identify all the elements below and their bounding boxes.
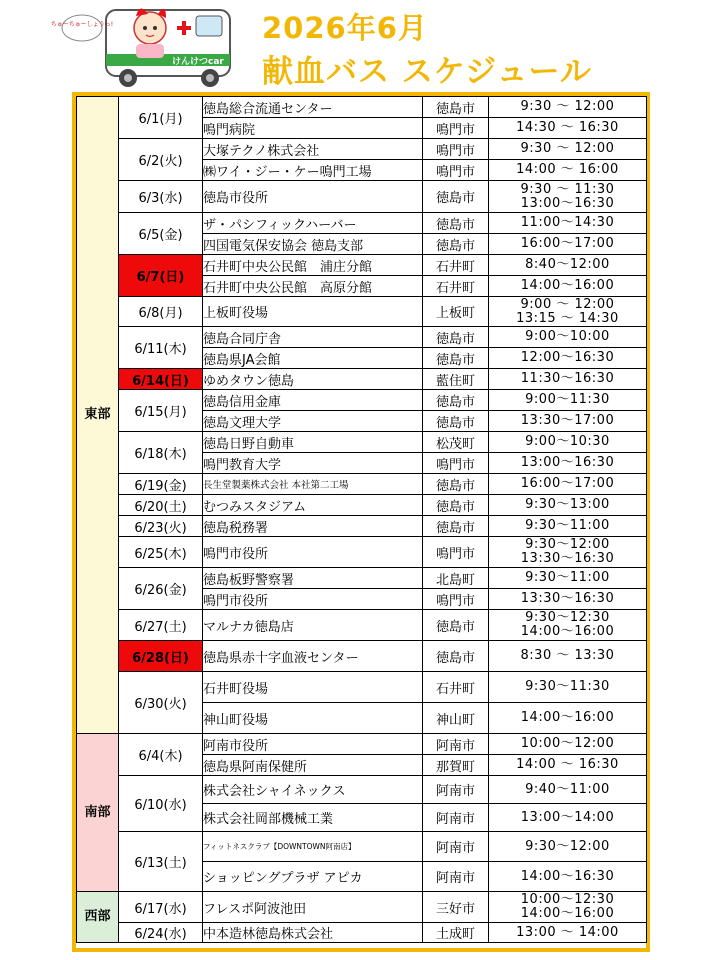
date-cell: 6/1(月) xyxy=(119,97,203,139)
venue-cell: ザ・パシフィックハーバー xyxy=(203,213,423,234)
venue-cell: 徳島市役所 xyxy=(203,181,423,213)
table-row xyxy=(77,892,647,923)
venue-cell: 四国電気保安協会 徳島支部 xyxy=(203,234,423,255)
time-cell: 9:00～10:00 xyxy=(489,327,647,348)
time-line-2: 14:00～16:00 xyxy=(520,906,615,921)
time-cell xyxy=(489,537,647,568)
venue-cell: 長生堂製薬株式会社 本社第二工場 xyxy=(203,474,423,495)
region-label-east: 東部 xyxy=(77,97,119,734)
bus-brand-text: けんけつcar xyxy=(172,57,224,67)
time-cell: 13:00～14:00 xyxy=(489,804,647,832)
time-cell: 14:00～16:00 xyxy=(489,703,647,734)
time-line-2: 13:30～16:30 xyxy=(520,551,615,566)
city-cell: 徳島市 xyxy=(423,390,489,411)
date-cell: 6/10(水) xyxy=(119,776,203,832)
city-cell: 徳島市 xyxy=(423,411,489,432)
table-row xyxy=(77,432,647,453)
city-cell: 徳島市 xyxy=(423,348,489,369)
city-cell: 土成町 xyxy=(423,923,489,943)
time-line-2: 13:15 ～ 14:30 xyxy=(516,310,619,326)
time-cell xyxy=(489,297,647,327)
city-cell: 鳴門市 xyxy=(423,537,489,568)
page-header xyxy=(0,0,720,92)
date-cell: 6/20(土) xyxy=(119,495,203,516)
venue-cell: 神山町役場 xyxy=(203,703,423,734)
venue-cell: 徳島県赤十字血液センター xyxy=(203,641,423,672)
time-cell: 8:30 ～ 13:30 xyxy=(489,641,647,672)
time-cell: 9:00～11:30 xyxy=(489,390,647,411)
time-cell: 13:00 ～ 14:00 xyxy=(489,923,647,943)
time-cell: 9:40～11:00 xyxy=(489,776,647,804)
venue-cell: 徳島総合流通センター xyxy=(203,97,423,118)
city-cell: 石井町 xyxy=(423,255,489,276)
venue-cell: 鳴門教育大学 xyxy=(203,453,423,474)
time-cell: 9:30～11:00 xyxy=(489,568,647,589)
page-title: 献血バス スケジュール xyxy=(262,54,592,90)
table-row xyxy=(77,181,647,213)
venue-cell: 鳴門市役所 xyxy=(203,537,423,568)
city-cell: 神山町 xyxy=(423,703,489,734)
time-cell xyxy=(489,610,647,641)
table-row xyxy=(77,734,647,755)
city-cell: 石井町 xyxy=(423,672,489,703)
date-cell-holiday: 6/14(日) xyxy=(119,369,203,390)
table-row xyxy=(77,213,647,234)
time-cell: 14:00～16:00 xyxy=(489,276,647,297)
time-cell xyxy=(489,892,647,923)
time-cell: 13:30～16:30 xyxy=(489,589,647,610)
city-cell: 鳴門市 xyxy=(423,453,489,474)
venue-cell: ショッピングプラザ アピカ xyxy=(203,862,423,892)
time-cell: 9:30～11:30 xyxy=(489,672,647,703)
date-cell: 6/24(水) xyxy=(119,923,203,943)
time-cell: 8:40～12:00 xyxy=(489,255,647,276)
venue-cell: フレスポ阿波池田 xyxy=(203,892,423,923)
table-row xyxy=(77,97,647,118)
time-cell: 9:30～11:00 xyxy=(489,516,647,537)
date-cell: 6/13(土) xyxy=(119,832,203,892)
table-row xyxy=(77,776,647,804)
date-cell: 6/23(火) xyxy=(119,516,203,537)
page-title-month: 2026年6月 xyxy=(262,11,428,45)
table-row xyxy=(77,672,647,703)
table-row xyxy=(77,923,647,943)
city-cell: 阿南市 xyxy=(423,804,489,832)
city-cell: 阿南市 xyxy=(423,832,489,862)
time-cell: 9:30～12:00 xyxy=(489,832,647,862)
city-cell: 那賀町 xyxy=(423,755,489,776)
city-cell: 鳴門市 xyxy=(423,139,489,160)
table-row xyxy=(77,327,647,348)
city-cell: 鳴門市 xyxy=(423,589,489,610)
city-cell: 徳島市 xyxy=(423,610,489,641)
city-cell: 阿南市 xyxy=(423,862,489,892)
time-cell: 11:30～16:30 xyxy=(489,369,647,390)
venue-cell: フィットネスクラブ【DOWNTOWN阿南店】 xyxy=(203,832,423,862)
venue-cell: 株式会社岡部機械工業 xyxy=(203,804,423,832)
city-cell: 徳島市 xyxy=(423,641,489,672)
venue-cell: 徳島板野警察署 xyxy=(203,568,423,589)
table-row xyxy=(77,537,647,568)
venue-cell: 徳島合同庁舎 xyxy=(203,327,423,348)
date-cell: 6/5(金) xyxy=(119,213,203,255)
time-cell: 12:00～16:30 xyxy=(489,348,647,369)
city-cell: 徳島市 xyxy=(423,327,489,348)
city-cell: 徳島市 xyxy=(423,213,489,234)
date-cell: 6/30(火) xyxy=(119,672,203,734)
venue-cell: 徳島税務署 xyxy=(203,516,423,537)
time-cell: 10:00～12:00 xyxy=(489,734,647,755)
venue-cell: 鳴門市役所 xyxy=(203,589,423,610)
table-row xyxy=(77,139,647,160)
time-line-1: 9:00 ～ 12:00 xyxy=(520,296,615,312)
city-cell: 藍住町 xyxy=(423,369,489,390)
table-row xyxy=(77,610,647,641)
venue-cell: 石井町中央公民館 浦庄分館 xyxy=(203,255,423,276)
time-cell: 9:30 ～ 12:00 xyxy=(489,139,647,160)
region-label-south: 南部 xyxy=(77,734,119,892)
venue-cell: ゆめタウン徳島 xyxy=(203,369,423,390)
time-cell: 14:00～16:30 xyxy=(489,862,647,892)
time-line-2: 14:00～16:00 xyxy=(520,624,615,639)
time-line-2: 13:00～16:30 xyxy=(520,195,615,211)
time-cell: 16:00～17:00 xyxy=(489,234,647,255)
time-cell: 9:30 ～ 12:00 xyxy=(489,97,647,118)
date-cell-holiday: 6/7(日) xyxy=(119,255,203,297)
date-cell: 6/18(木) xyxy=(119,432,203,474)
venue-cell: むつみスタジアム xyxy=(203,495,423,516)
table-row xyxy=(77,297,647,327)
date-cell: 6/8(月) xyxy=(119,297,203,327)
blood-bus-mascot-icon xyxy=(50,4,232,88)
table-row xyxy=(77,390,647,411)
time-line-1: 9:30～12:00 xyxy=(525,537,610,552)
date-cell: 6/3(水) xyxy=(119,181,203,213)
bus-slogan-text: ちゅーちゅーしょうっ! xyxy=(50,21,114,28)
date-cell: 6/15(月) xyxy=(119,390,203,432)
city-cell: 阿南市 xyxy=(423,734,489,755)
table-row xyxy=(77,516,647,537)
table-row xyxy=(77,832,647,862)
venue-cell: 大塚テクノ株式会社 xyxy=(203,139,423,160)
table-row xyxy=(77,568,647,589)
time-cell: 14:00 ～ 16:00 xyxy=(489,160,647,181)
date-cell: 6/25(木) xyxy=(119,537,203,568)
venue-cell: 徳島県阿南保健所 xyxy=(203,755,423,776)
city-cell: 阿南市 xyxy=(423,776,489,804)
time-cell: 16:00～17:00 xyxy=(489,474,647,495)
time-line-1: 9:30 ～ 11:30 xyxy=(520,181,615,197)
venue-cell: 上板町役場 xyxy=(203,297,423,327)
city-cell: 徳島市 xyxy=(423,516,489,537)
city-cell: 上板町 xyxy=(423,297,489,327)
city-cell: 鳴門市 xyxy=(423,160,489,181)
time-cell xyxy=(489,181,647,213)
city-cell: 北島町 xyxy=(423,568,489,589)
venue-cell: 中本造林徳島株式会社 xyxy=(203,923,423,943)
city-cell: 石井町 xyxy=(423,276,489,297)
time-line-1: 10:00～12:30 xyxy=(520,892,615,907)
venue-cell: 株式会社シャイネックス xyxy=(203,776,423,804)
venue-cell: 鳴門病院 xyxy=(203,118,423,139)
city-cell: 徳島市 xyxy=(423,181,489,213)
date-cell: 6/11(木) xyxy=(119,327,203,369)
city-cell: 徳島市 xyxy=(423,474,489,495)
table-row xyxy=(77,255,647,276)
date-cell: 6/4(木) xyxy=(119,734,203,776)
time-cell: 11:00～14:30 xyxy=(489,213,647,234)
city-cell: 徳島市 xyxy=(423,234,489,255)
table-row xyxy=(77,641,647,672)
venue-cell: 阿南市役所 xyxy=(203,734,423,755)
venue-cell: 石井町役場 xyxy=(203,672,423,703)
venue-cell: ㈱ワイ・ジー・ケー鳴門工場 xyxy=(203,160,423,181)
schedule-table xyxy=(76,96,647,943)
date-cell: 6/19(金) xyxy=(119,474,203,495)
time-cell: 14:30 ～ 16:30 xyxy=(489,118,647,139)
date-cell: 6/17(水) xyxy=(119,892,203,923)
city-cell: 徳島市 xyxy=(423,495,489,516)
venue-cell: マルナカ徳島店 xyxy=(203,610,423,641)
time-cell: 9:30～13:00 xyxy=(489,495,647,516)
region-label-west: 西部 xyxy=(77,892,119,943)
date-cell: 6/2(火) xyxy=(119,139,203,181)
date-cell: 6/27(土) xyxy=(119,610,203,641)
table-row xyxy=(77,495,647,516)
city-cell: 松茂町 xyxy=(423,432,489,453)
date-cell: 6/26(金) xyxy=(119,568,203,610)
time-cell: 14:00 ～ 16:30 xyxy=(489,755,647,776)
table-row xyxy=(77,369,647,390)
venue-cell: 徳島信用金庫 xyxy=(203,390,423,411)
venue-cell: 徳島県JA会館 xyxy=(203,348,423,369)
city-cell: 三好市 xyxy=(423,892,489,923)
time-cell: 13:00～16:30 xyxy=(489,453,647,474)
venue-cell: 徳島文理大学 xyxy=(203,411,423,432)
time-line-1: 9:30～12:30 xyxy=(525,610,610,625)
time-cell: 9:00～10:30 xyxy=(489,432,647,453)
venue-cell: 石井町中央公民館 高原分館 xyxy=(203,276,423,297)
city-cell: 徳島市 xyxy=(423,97,489,118)
venue-cell: 徳島日野自動車 xyxy=(203,432,423,453)
time-cell: 13:30～17:00 xyxy=(489,411,647,432)
table-row xyxy=(77,474,647,495)
date-cell-holiday: 6/28(日) xyxy=(119,641,203,672)
city-cell: 鳴門市 xyxy=(423,118,489,139)
